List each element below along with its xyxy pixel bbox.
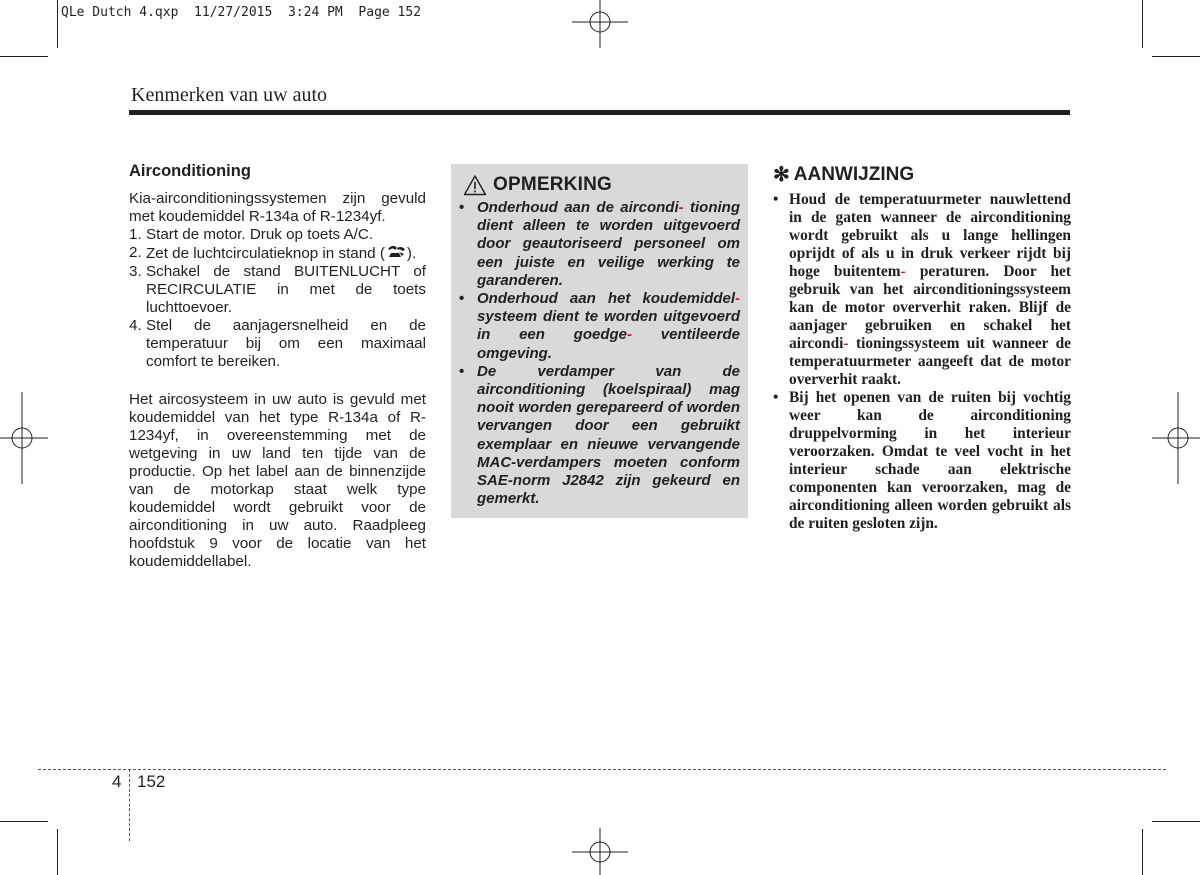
intro-paragraph: Kia-airconditioningssystemen zijn gevuld met koudemiddel R-134a of R-1234yf. [129,190,426,225]
hyphen: - [735,290,740,308]
refrigerant-paragraph: Het aircosysteem in uw auto is gevuld met koudemiddel van het type R-134a of R- 1234yf, in overeenstemming met de wetgeving in uw land ten tijde van de productie. Op het label aan de binnenzijde van de motorkap staat welk type koudemiddel wordt gebruikt voor de airconditioning in uw auto. Raadpleeg hoofdstuk 9 voor de locatie van het koudemiddellabel. [129,391,426,570]
note-box [451,164,748,518]
step-number: 4. [129,317,142,334]
step-text: Start de motor. Druk op toets A/C. [146,226,374,243]
warning-triangle-icon [463,174,487,196]
print-slug: QLe Dutch 4.qxp 11/27/2015 3:24 PM Page 152 [61,5,422,20]
section-title: Kenmerken van uw auto [131,84,328,106]
spacer [129,371,426,391]
bullet: • [773,191,779,208]
asterisk-icon: ✻ [773,164,790,186]
note-text-part: Onderhoud aan het koudemiddel [477,290,735,308]
tip-text-part: peraturen. Door het gebruik van het airconditioningssysteem kan de motor oververhit raken. Blijf de aanjager gebruiken en schakel het aircondi [789,263,1071,352]
list-item [773,389,1071,533]
page-number: 152 [137,772,166,791]
step-number: 1. [129,226,142,243]
step-text-before: Zet de luchtcirculatieknop in stand ( [146,245,385,262]
tip-header [773,162,1071,187]
footer-dashed-rule [38,769,1166,770]
list-item [459,199,740,290]
tip-text-part: Houd de temperatuurmeter nauwlettend in de gaten wanneer de airconditioning wordt gebruikt als u lange hellingen oprijdt of als u in druk verkeer rijdt bij hoge buitentem [789,191,1071,280]
note-header [463,174,612,196]
list-item [129,317,426,371]
tip-list [773,191,1071,533]
hyphen: - [900,263,906,280]
airconditioning-heading: Airconditioning [129,162,251,180]
list-item [459,363,740,509]
list-item [129,226,426,244]
note-text-part: Onderhoud aan de aircondi [477,199,679,216]
tip-text [789,191,1071,389]
chapter-number: 4 [112,772,122,791]
bullet: • [459,290,465,308]
note-title: OPMERKING [493,174,612,195]
note-text-part: tioning dient alleen te worden uitgevoerd door geautoriseerd personeel om een juiste en veilige werking te garanderen. [477,199,740,289]
bullet: • [459,362,465,380]
tip-text-part: tioningssysteem uit wanneer de temperatuurmeter aangeeft dat de motor oververhit raakt. [789,335,1071,388]
list-item [129,244,426,263]
note-text [477,199,740,290]
tip-section [773,162,1071,533]
list-item [773,191,1071,389]
list-item [129,263,426,317]
hyphen: - [627,326,633,344]
note-list [459,199,740,508]
note-text-part: systeem dient te worden uitgevoerd in een goedge [477,308,740,344]
step-number: 3. [129,263,142,280]
bullet: • [459,199,465,216]
left-column [129,162,426,571]
header-rule [129,110,1070,115]
steps-list [129,226,426,371]
step-number: 2. [129,244,142,261]
tip-title: AANWIJZING [793,163,915,185]
note-text-part: ventileerde omgeving. [477,326,740,362]
hyphen: - [678,199,684,216]
tip-text: Bij het openen van de ruiten bij vochtig weer kan de airconditioning druppelvorming in het interieur veroorzaken. Omdat te veel vocht in het interieur schade aan elektrische componenten kan veroorzaken, mag de airconditioning alleen worden gebruikt als de ruiten gesloten zijn. [789,389,1071,532]
bullet: • [773,389,779,406]
recirculation-fan-icon [385,244,407,261]
note-text [477,290,740,363]
hyphen: - [843,335,849,352]
list-item [459,290,740,363]
step-text-after: ). [406,245,417,262]
footer-dashed-divider [129,769,130,841]
step-text [146,244,426,263]
step-text: Stel de aanjagersnelheid en de temperatuur bij om een maximaal comfort te bereiken. [146,317,426,370]
note-text: De verdamper van de airconditioning (koelspiraal) mag nooit worden gerepareerd of worden vervangen door een gebruikt exemplaar en nieuwe vervangende MAC-verdampers moeten conform SAE-norm J2842 zijn gekeurd en gemerkt. [477,362,740,508]
step-text: Schakel de stand BUITENLUCHT of RECIRCULATIE in met de toets luchttoevoer. [146,263,426,316]
